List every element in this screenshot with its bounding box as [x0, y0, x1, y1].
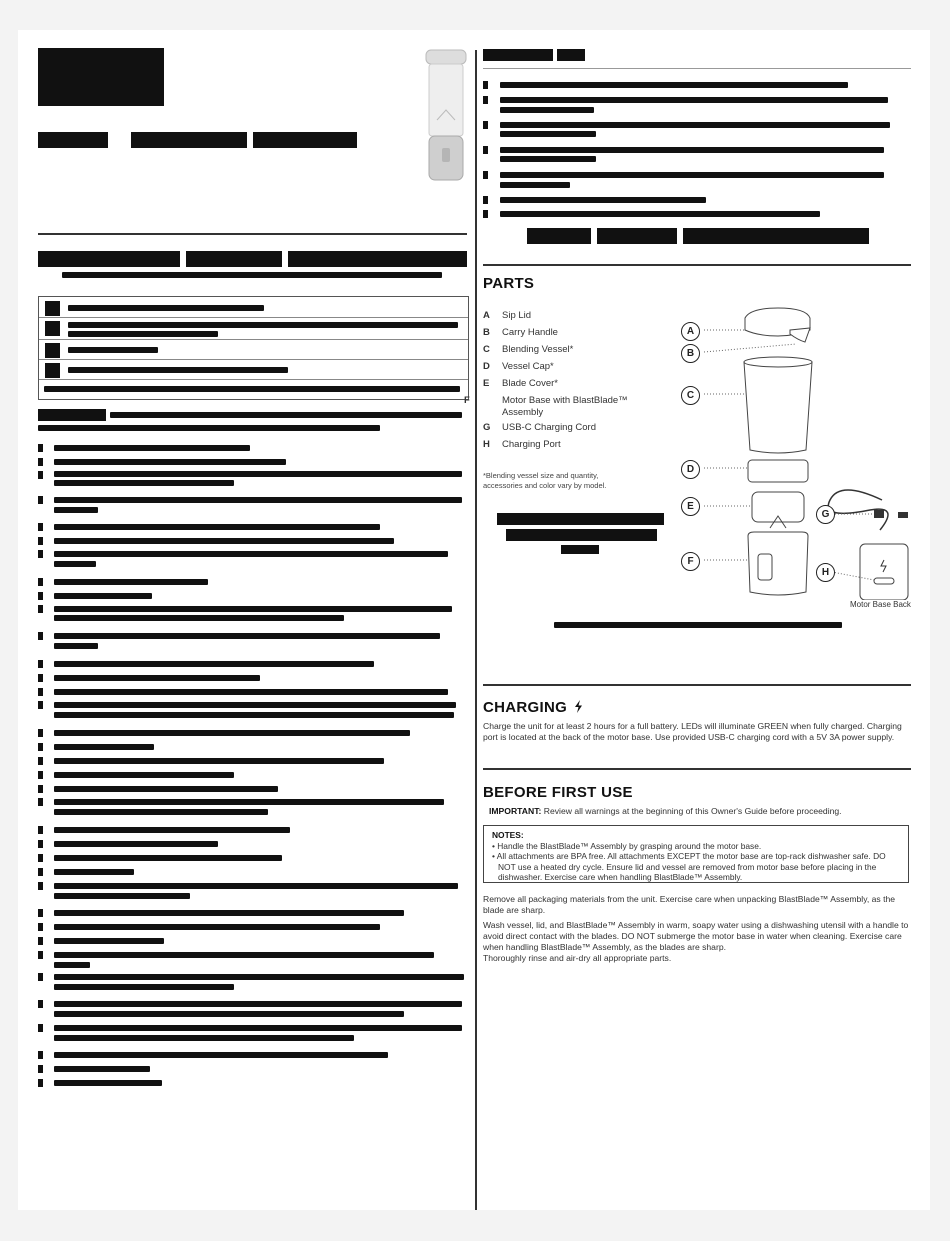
parts-diagram	[660, 300, 930, 600]
warning-icon	[45, 343, 60, 358]
motor-base-back-label: Motor Base Back	[850, 600, 911, 609]
right-save-instructions-redaction-1	[527, 228, 591, 244]
warning-icon	[45, 363, 60, 378]
warning-text-redaction	[68, 331, 218, 337]
parts-rule	[483, 264, 911, 266]
right-save-instructions-redaction-3	[683, 228, 869, 244]
callout-b: B	[681, 344, 700, 363]
table-divider	[39, 317, 468, 318]
logo-redaction	[38, 48, 164, 106]
warnings-heading-redaction-3	[288, 251, 467, 267]
callout-e: E	[681, 497, 700, 516]
warning-text-redaction	[44, 386, 460, 392]
important-text: Review all warnings at the beginning of this Owner's Guide before proceeding.	[543, 806, 842, 816]
before-first-use-title: BEFORE FIRST USE	[483, 784, 633, 801]
right-top-rule	[483, 68, 911, 69]
warnings-heading-redaction-1	[38, 251, 180, 267]
parts-footnote: *Blending vessel size and quantity, accessories and color vary by model.	[483, 471, 607, 490]
part-item-c: C Blending Vessel*	[483, 344, 574, 355]
part-item-g: G USB-C Charging Cord	[483, 422, 596, 433]
warning-text-redaction	[68, 305, 264, 311]
right-heading-redaction-2	[557, 49, 585, 61]
right-save-instructions-redaction-2	[597, 228, 677, 244]
table-divider	[39, 379, 468, 380]
important-label: IMPORTANT:	[489, 806, 542, 816]
notes-box	[483, 825, 909, 883]
callout-g: G	[816, 505, 835, 524]
left-top-rule	[38, 233, 467, 235]
callout-a: A	[681, 322, 700, 341]
callout-f: F	[681, 552, 700, 571]
title-redaction-1	[38, 132, 108, 148]
part-item-e: E Blade Cover*	[483, 378, 558, 389]
parts-redaction-2	[506, 529, 657, 541]
before-first-use-rule	[483, 768, 911, 770]
charging-text: Charge the unit for at least 2 hours for a full battery. LEDs will illuminate GREEN when fully charged. Charging port is located at the back of the motor base. Use provided USB-C charging cord with a 5V 3A power supply.	[483, 721, 902, 742]
warning-text-redaction	[68, 367, 288, 373]
title-redaction-3	[253, 132, 357, 148]
table-divider	[39, 339, 468, 340]
before-use-paragraph: Remove all packaging materials from the unit. Exercise care when unpacking BlastBlade™ Assembly, as the blade are sharp.	[483, 894, 896, 915]
note-item: • All attachments are BPA free. All attachments EXCEPT the motor base are top-rack dishwasher safe. DO NOT use a heated dry cycle. Ensure lid and vessel are removed from motor base before placing in the dishwasher. Exercise care when handling BlastBlade™ Assembly.	[492, 851, 886, 882]
part-item-a: A Sip Lid	[483, 310, 532, 321]
warnings-heading-redaction-2	[186, 251, 282, 267]
before-use-paragraph: Wash vessel, lid, and BlastBlade™ Assembly in warm, soapy water using a dishwashing utensil with a handle to avoid direct contact with the blades. DO NOT submerge the motor base in water when cleaning. Exercise care when handling BlastBlade™ Assembly, as the blades are sharp.	[483, 920, 909, 952]
safeguards-text-redaction	[110, 412, 462, 418]
part-item-d: D Vessel Cap*	[483, 361, 554, 372]
part-item-f: F Motor Base with BlastBlade™ Assembly	[464, 395, 628, 418]
callout-c: C	[681, 386, 700, 405]
warning-text-redaction	[68, 347, 158, 353]
charging-rule	[483, 684, 911, 686]
part-item-h: H Charging Port	[483, 439, 561, 450]
parts-redaction-4	[554, 622, 842, 628]
notes-title: NOTES:	[492, 830, 524, 840]
warning-icon	[45, 301, 60, 316]
parts-title: PARTS	[483, 275, 535, 292]
table-divider	[39, 359, 468, 360]
important-note	[489, 806, 919, 817]
note-item: • Handle the BlastBlade™ Assembly by grasping around the motor base.	[492, 840, 762, 851]
title-redaction-2	[131, 132, 247, 148]
warning-icon	[45, 321, 60, 336]
callout-h: H	[816, 563, 835, 582]
before-use-paragraph: Thoroughly rinse and air-dry all appropriate parts.	[483, 953, 672, 963]
parts-redaction-1	[497, 513, 664, 525]
lightning-bolt-icon	[574, 700, 583, 713]
safeguards-heading-redaction	[38, 409, 106, 421]
product-image	[423, 48, 469, 183]
right-heading-redaction-1	[483, 49, 553, 61]
part-item-b: B Carry Handle	[483, 327, 558, 338]
safeguards-text-redaction	[38, 425, 380, 431]
column-divider	[475, 50, 477, 1210]
callout-d: D	[681, 460, 700, 479]
warning-text-redaction	[68, 322, 458, 328]
charging-title: CHARGING	[483, 699, 583, 716]
subheading-redaction	[62, 272, 442, 278]
parts-redaction-3	[561, 545, 599, 554]
